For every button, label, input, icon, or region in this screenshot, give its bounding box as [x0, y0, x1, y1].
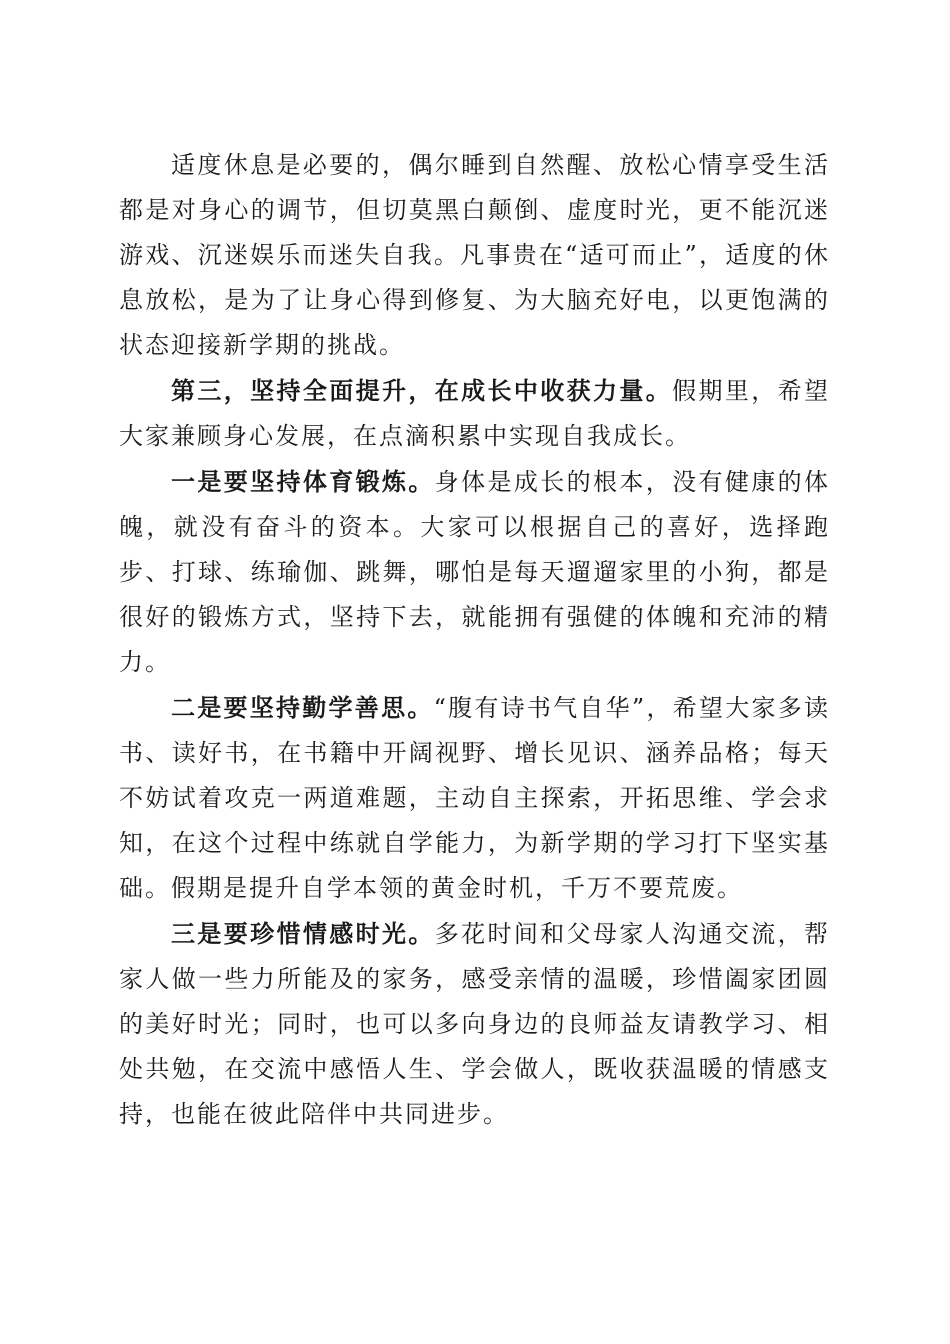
paragraph-text: 假期里，希望大家兼顾身心发展，在点滴积累中实现自我成长。 — [119, 377, 830, 450]
paragraph-lead: 一是要坚持体育锻炼。 — [171, 467, 435, 496]
paragraph-section-three — [119, 368, 830, 459]
paragraph-family — [119, 911, 830, 1137]
section-heading: 第三，坚持全面提升，在成长中收获力量。 — [171, 376, 673, 405]
document-body — [119, 142, 830, 1137]
paragraph-text: 多花时间和父母家人沟通交流，帮家人做一些力所能及的家务，感受亲情的温暖，珍惜阖家团圆的美好时光；同时，也可以多向身边的良师益友请教学习、相处共勉，在交流中感悟人生、学会做人，既收获温暖的情感支持，也能在彼此陪伴中共同进步。 — [119, 920, 830, 1128]
paragraph-text: “腹有诗书气自华”，希望大家多读书、读好书，在书籍中开阔视野、增长见识、涵养品格；每天不妨试着攻克一两道难题，主动自主探索，开拓思维、学会求知，在这个过程中练就自学能力，为新学期的学习打下坚实基础。假期是提升自学本领的黄金时机，千万不要荒废。 — [119, 694, 831, 902]
paragraph-lead: 二是要坚持勤学善思。 — [171, 693, 434, 722]
paragraph-exercise — [119, 459, 830, 685]
paragraph-text: 身体是成长的根本，没有健康的体魄，就没有奋斗的资本。大家可以根据自己的喜好，选择跑步、打球、练瑜伽、跳舞，哪怕是每天遛遛家里的小狗，都是很好的锻炼方式，坚持下去，就能拥有强健的体魄和充沛的精力。 — [119, 468, 830, 676]
paragraph-lead: 三是要珍惜情感时光。 — [171, 919, 435, 948]
paragraph-text: 适度休息是必要的，偶尔睡到自然醒、放松心情享受生活都是对身心的调节，但切莫黑白颠倒、虚度时光，更不能沉迷游戏、沉迷娱乐而迷失自我。凡事贵在“适可而止”，适度的休息放松，是为了让身心得到修复、为大脑充好电，以更饱满的状态迎接新学期的挑战。 — [119, 151, 830, 359]
paragraph-study — [119, 685, 830, 911]
paragraph-rest-moderation — [119, 142, 830, 368]
